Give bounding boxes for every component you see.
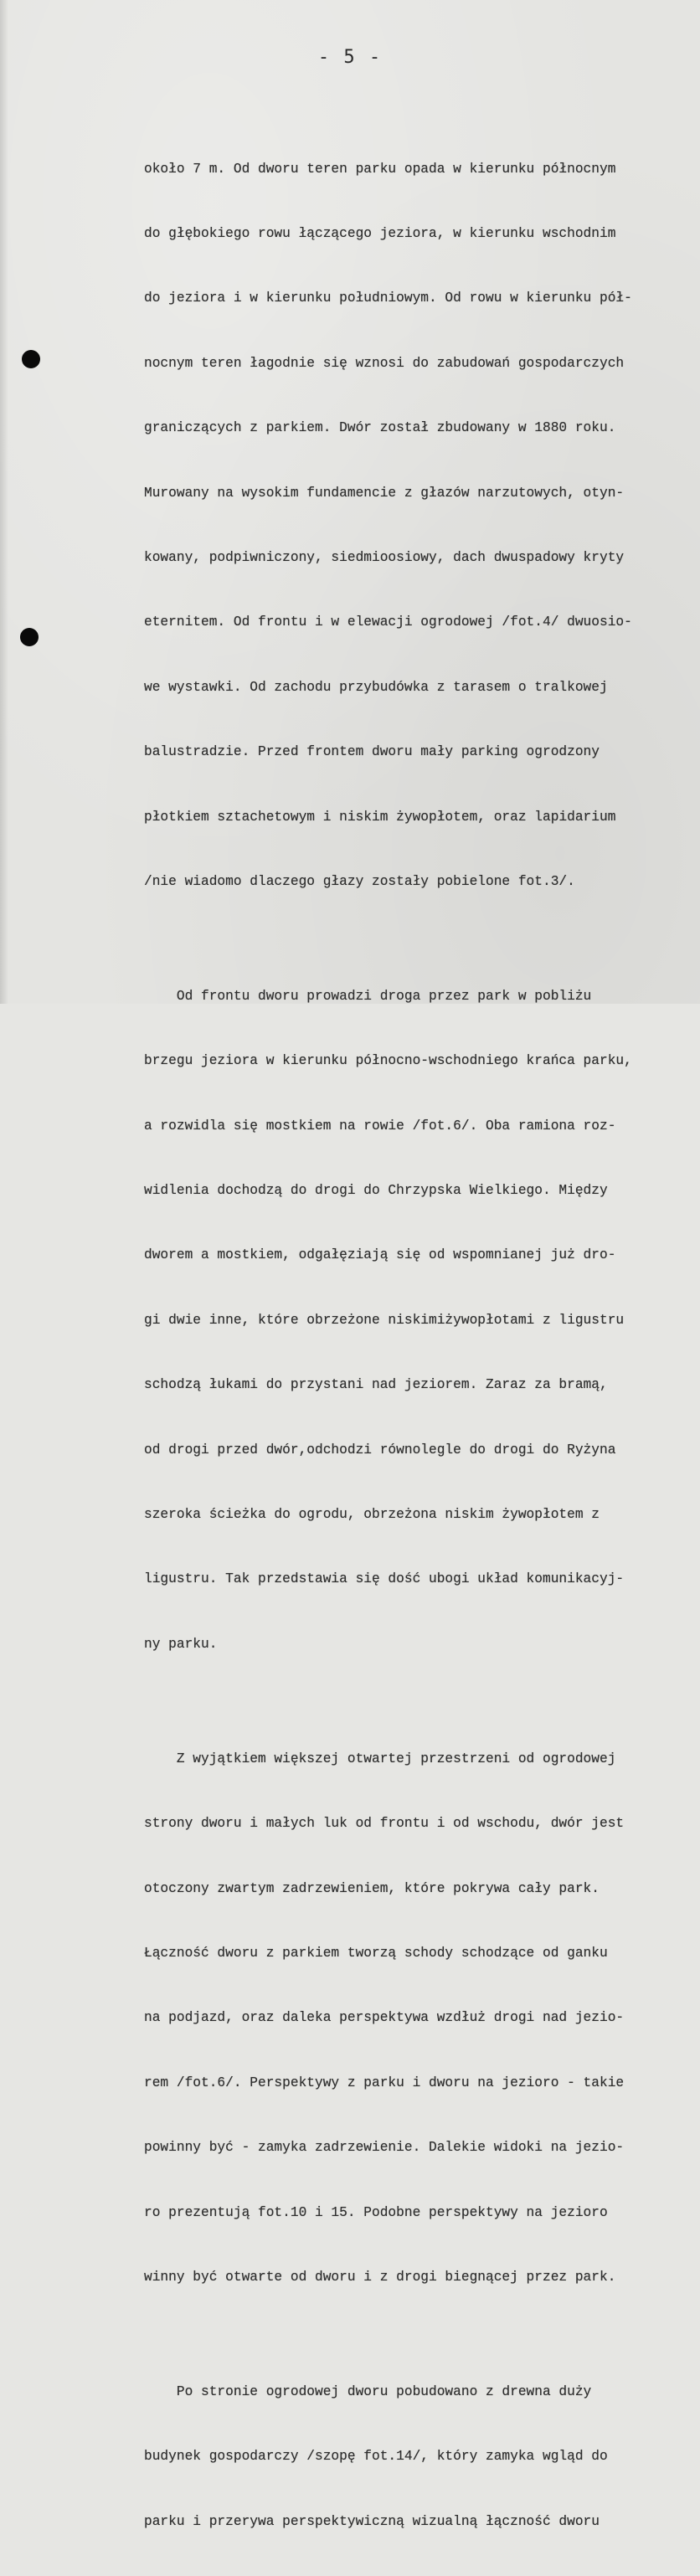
- text-line: gi dwie inne, które obrzeżone niskimiżywopłotami z ligustru: [144, 1312, 625, 1328]
- text-line: schodzą łukami do przystani nad jeziorem. Zaraz za bramą,: [144, 1377, 608, 1393]
- text-line: eternitem. Od frontu i w elewacji ogrodowej /fot.4/ dwuosio-: [144, 614, 632, 630]
- text-line: widlenia dochodzą do drogi do Chrzypska Wielkiego. Między: [144, 1183, 608, 1199]
- text-line: około 7 m. Od dworu teren parku opada w kierunku północnym: [144, 161, 616, 177]
- text-line: /nie wiadomo dlaczego głazy zostały pobielone fot.3/.: [144, 873, 575, 889]
- body-text: [144, 116, 688, 2576]
- text-line: strony dworu i małych luk od frontu i od wschodu, dwór jest: [144, 1816, 625, 1832]
- text-line: otoczony zwartym zadrzewieniem, które pokrywa cały park.: [144, 1880, 600, 1896]
- text-line: powinny być - zamyka zadrzewienie. Dalekie widoki na jezio-: [144, 2140, 625, 2156]
- text-line: graniczących z parkiem. Dwór został zbudowany w 1880 roku.: [144, 420, 616, 436]
- punch-hole: [20, 628, 39, 646]
- text-line: winny być otwarte od dworu i z drogi biegnącej przez park.: [144, 2269, 616, 2285]
- text-line: balustradzie. Przed frontem dworu mały parking ogrodzony: [144, 744, 600, 760]
- text-line: Od frontu dworu prowadzi droga przez park w pobliżu: [144, 988, 592, 1004]
- text-line: rem /fot.6/. Perspektywy z parku i dworu na jezioro - takie: [144, 2075, 625, 2090]
- text-line: ro prezentują fot.10 i 15. Podobne perspektywy na jezioro: [144, 2204, 608, 2220]
- page-number: - 5 -: [317, 47, 383, 68]
- text-line: Murowany na wysokim fundamencie z głazów narzutowych, otyn-: [144, 485, 625, 501]
- paragraph-gap: [144, 2332, 688, 2338]
- text-line: ligustru. Tak przedstawia się dość ubogi układ komunikacyj-: [144, 1571, 625, 1587]
- text-line: a rozwidla się mostkiem na rowie /fot.6/. Oba ramiona roz-: [144, 1118, 616, 1134]
- paragraph-gap: [144, 1699, 688, 1705]
- text-line: Łączność dworu z parkiem tworzą schody schodzące od ganku: [144, 1945, 608, 1961]
- text-line: dworem a mostkiem, odgałęziają się od wspomnianej już dro-: [144, 1247, 616, 1263]
- text-line: płotkiem sztachetowym i niskim żywopłotem, oraz lapidarium: [144, 809, 616, 825]
- text-line: na podjazd, oraz daleka perspektywa wzdłuż drogi nad jezio-: [144, 2010, 625, 2026]
- text-line: ny parku.: [144, 1636, 218, 1652]
- text-line: od drogi przed dwór,odchodzi równolegle do drogi do Ryżyna: [144, 1442, 616, 1458]
- text-line: Z wyjątkiem większej otwartej przestrzeni od ogrodowej: [144, 1751, 616, 1766]
- text-line: parku i przerywa perspektywiczną wizualną łączność dworu: [144, 2513, 600, 2529]
- text-line: do głębokiego rowu łączącego jeziora, w kierunku wschodnim: [144, 225, 616, 241]
- page-shadow-edge: [0, 0, 8, 1004]
- text-line: budynek gospodarczy /szopę fot.14/, który zamyka wgląd do: [144, 2449, 608, 2465]
- text-line: do jeziora i w kierunku południowym. Od rowu w kierunku pół-: [144, 291, 632, 306]
- text-line: brzegu jeziora w kierunku północno-wschodniego krańca parku,: [144, 1053, 632, 1069]
- punch-hole: [22, 350, 40, 368]
- text-line: nocnym teren łagodnie się wznosi do zabudowań gospodarczych: [144, 355, 625, 371]
- text-line: szeroka ścieżka do ogrodu, obrzeżona niskim żywopłotem z: [144, 1507, 600, 1522]
- text-line: kowany, podpiwniczony, siedmioosiowy, dach dwuspadowy kryty: [144, 549, 625, 565]
- paragraph-gap: [144, 936, 688, 943]
- text-line: Po stronie ogrodowej dworu pobudowano z drewna duży: [144, 2383, 592, 2399]
- text-line: we wystawki. Od zachodu przybudówka z tarasem o tralkowej: [144, 679, 608, 695]
